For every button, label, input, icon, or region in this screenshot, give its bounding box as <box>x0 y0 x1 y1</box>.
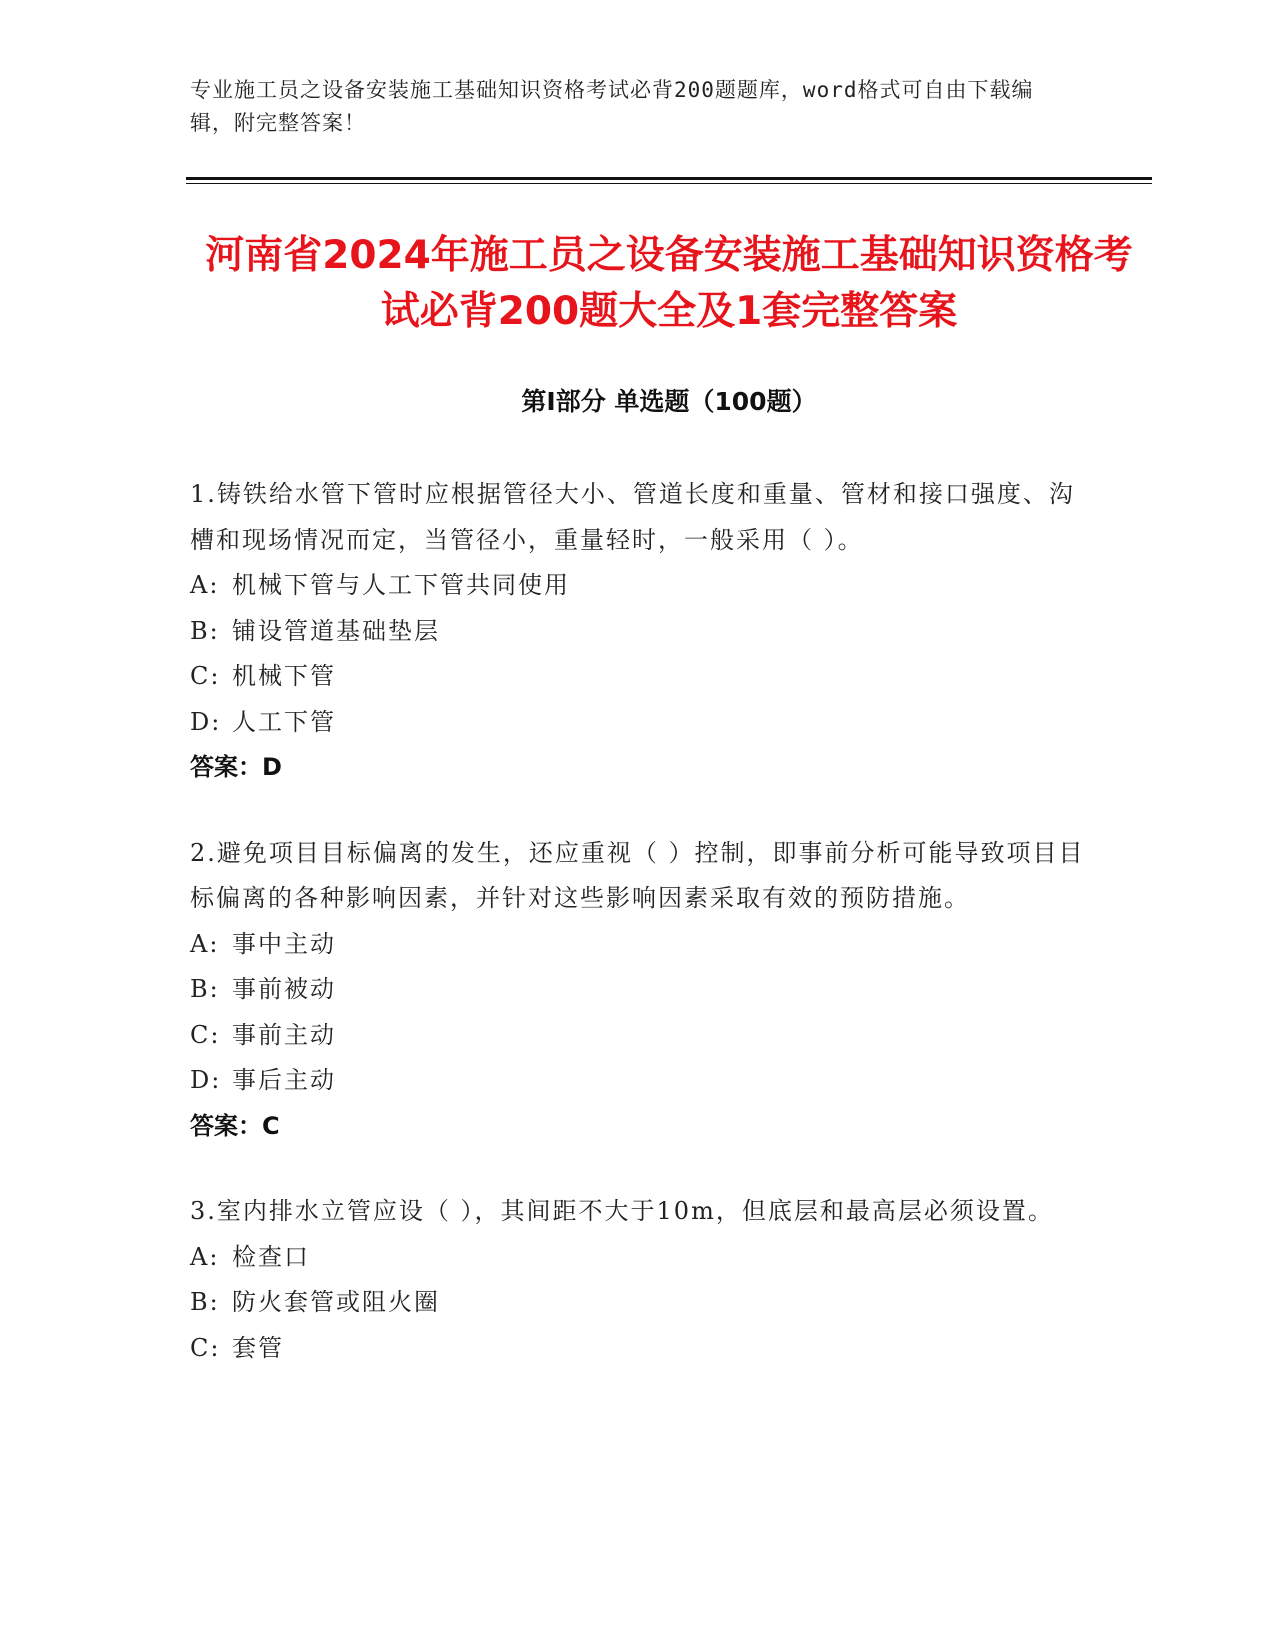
question-option <box>190 609 1090 655</box>
option-key: B: <box>190 1288 220 1316</box>
question-answer <box>190 1104 1090 1150</box>
option-key: B: <box>190 975 220 1003</box>
document-title: 河南省2024年施工员之设备安装施工基础知识资格考试必背200题大全及1套完整答案 <box>205 233 1133 334</box>
answer-label: 答案： <box>190 753 262 781</box>
question-stem: 3.室内排水立管应设（ ），其间距不大于10m，但底层和最高层必须设置。 <box>190 1197 1054 1225</box>
question-option <box>190 654 1090 700</box>
option-text: 机械下管与人工下管共同使用 <box>232 571 570 599</box>
option-text: 事前主动 <box>232 1020 336 1049</box>
question-option <box>190 1013 1090 1059</box>
answer-value: D <box>262 753 282 781</box>
option-key: C: <box>190 1020 221 1049</box>
option-key: C: <box>190 662 221 690</box>
option-key: D: <box>190 1066 222 1094</box>
option-text: 套管 <box>232 1333 284 1362</box>
section-title: 第Ⅰ部分 单选题（100题） <box>521 387 817 416</box>
option-text: 铺设管道基础垫层 <box>232 616 440 645</box>
question-3 <box>190 1189 1090 1371</box>
option-text: 机械下管 <box>232 662 336 690</box>
question-option <box>190 563 1090 609</box>
question-option <box>190 1235 1090 1281</box>
question-2 <box>190 831 1090 1150</box>
option-text: 事后主动 <box>232 1066 336 1094</box>
option-text: 检查口 <box>232 1242 310 1271</box>
option-key: A: <box>190 929 220 958</box>
option-key: A: <box>190 571 220 599</box>
option-key: D: <box>190 707 222 736</box>
question-option <box>190 1326 1090 1372</box>
question-option <box>190 967 1090 1013</box>
option-text: 防火套管或阻火圈 <box>232 1288 440 1316</box>
question-list <box>190 472 1090 1411</box>
question-answer <box>190 745 1090 791</box>
question-option <box>190 1280 1090 1326</box>
answer-label: 答案： <box>190 1111 262 1140</box>
question-option <box>190 922 1090 968</box>
question-stem: 1.铸铁给水管下管时应根据管径大小、管道长度和重量、管材和接口强度、沟槽和现场情况而定，当管径小，重量轻时，一般采用（ ）。 <box>190 480 1075 554</box>
option-key: A: <box>190 1242 220 1271</box>
question-option <box>190 1058 1090 1104</box>
option-text: 事前被动 <box>232 975 336 1003</box>
question-option <box>190 700 1090 746</box>
header-note: 专业施工员之设备安装施工基础知识资格考试必背200题题库，word格式可自由下载编辑，附完整答案！ <box>190 78 1034 135</box>
answer-value: C <box>262 1111 280 1140</box>
option-key: C: <box>190 1333 221 1362</box>
header-rule-thick <box>186 177 1152 180</box>
question-1 <box>190 472 1090 791</box>
option-text: 人工下管 <box>232 707 336 736</box>
header-rule-thin <box>186 183 1152 184</box>
question-stem: 2.避免项目目标偏离的发生，还应重视（ ）控制，即事前分析可能导致项目目标偏离的各种影响因素，并针对这些影响因素采取有效的预防措施。 <box>190 838 1085 912</box>
option-key: B: <box>190 616 220 645</box>
option-text: 事中主动 <box>232 929 336 958</box>
